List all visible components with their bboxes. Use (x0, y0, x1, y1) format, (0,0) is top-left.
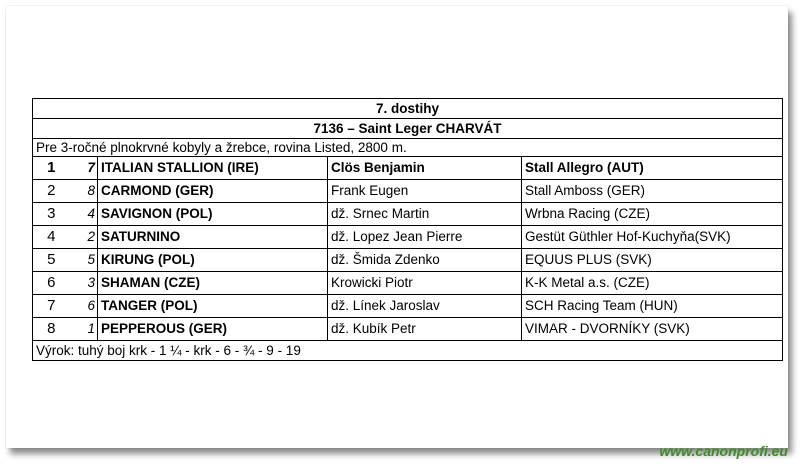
result-number: 3 (70, 272, 98, 295)
result-owner: Stall Amboss (GER) (522, 180, 783, 203)
result-row (33, 272, 783, 295)
result-number: 8 (70, 180, 98, 203)
result-horse: ITALIAN STALLION (IRE) (98, 157, 328, 180)
result-jockey: dž. Línek Jaroslav (328, 295, 522, 318)
result-row (33, 249, 783, 272)
result-owner: EQUUS PLUS (SVK) (522, 249, 783, 272)
result-owner: SCH Racing Team (HUN) (522, 295, 783, 318)
result-owner: K-K Metal a.s. (CZE) (522, 272, 783, 295)
result-number: 7 (70, 157, 98, 180)
race-title: 7. dostihy (33, 99, 783, 119)
result-horse: SAVIGNON (POL) (98, 203, 328, 226)
result-jockey: dž. Šmida Zdenko (328, 249, 522, 272)
result-place: 3 (33, 203, 70, 226)
result-place: 2 (33, 180, 70, 203)
result-jockey: dž. Kubík Petr (328, 318, 522, 341)
result-number: 2 (70, 226, 98, 249)
race-results-table (32, 98, 783, 361)
result-number: 1 (70, 318, 98, 341)
result-owner: Wrbna Racing (CZE) (522, 203, 783, 226)
result-owner: VIMAR - DVORNÍKY (SVK) (522, 318, 783, 341)
result-place: 1 (33, 157, 70, 180)
result-jockey: Clös Benjamin (328, 157, 522, 180)
result-number: 6 (70, 295, 98, 318)
result-row (33, 203, 783, 226)
result-place: 7 (33, 295, 70, 318)
result-row (33, 157, 783, 180)
result-row (33, 226, 783, 249)
result-number: 4 (70, 203, 98, 226)
result-place: 5 (33, 249, 70, 272)
result-owner: Stall Allegro (AUT) (522, 157, 783, 180)
verdict-row (33, 341, 783, 361)
result-owner: Gestüt Güthler Hof-Kuchyňa(SVK) (522, 226, 783, 249)
race-conditions: Pre 3-ročné plnokrvné kobyly a žrebce, rovina Listed, 2800 m. (33, 139, 783, 157)
document-sheet (6, 6, 788, 448)
result-horse: SHAMAN (CZE) (98, 272, 328, 295)
result-jockey: dž. Srnec Martin (328, 203, 522, 226)
result-row (33, 295, 783, 318)
watermark: www.canonprofi.eu (659, 443, 788, 459)
result-horse: PEPPEROUS (GER) (98, 318, 328, 341)
result-jockey: dž. Lopez Jean Pierre (328, 226, 522, 249)
result-horse: TANGER (POL) (98, 295, 328, 318)
result-jockey: Krowicki Piotr (328, 272, 522, 295)
result-place: 8 (33, 318, 70, 341)
result-place: 4 (33, 226, 70, 249)
result-horse: SATURNINO (98, 226, 328, 249)
result-horse: KIRUNG (POL) (98, 249, 328, 272)
result-jockey: Frank Eugen (328, 180, 522, 203)
result-place: 6 (33, 272, 70, 295)
result-number: 5 (70, 249, 98, 272)
race-name: 7136 – Saint Leger CHARVÁT (33, 119, 783, 139)
result-horse: CARMOND (GER) (98, 180, 328, 203)
result-row (33, 180, 783, 203)
verdict-text: Výrok: tuhý boj krk - 1 ¼ - krk - 6 - ¾ - 9 - 19 (33, 341, 783, 361)
result-row (33, 318, 783, 341)
